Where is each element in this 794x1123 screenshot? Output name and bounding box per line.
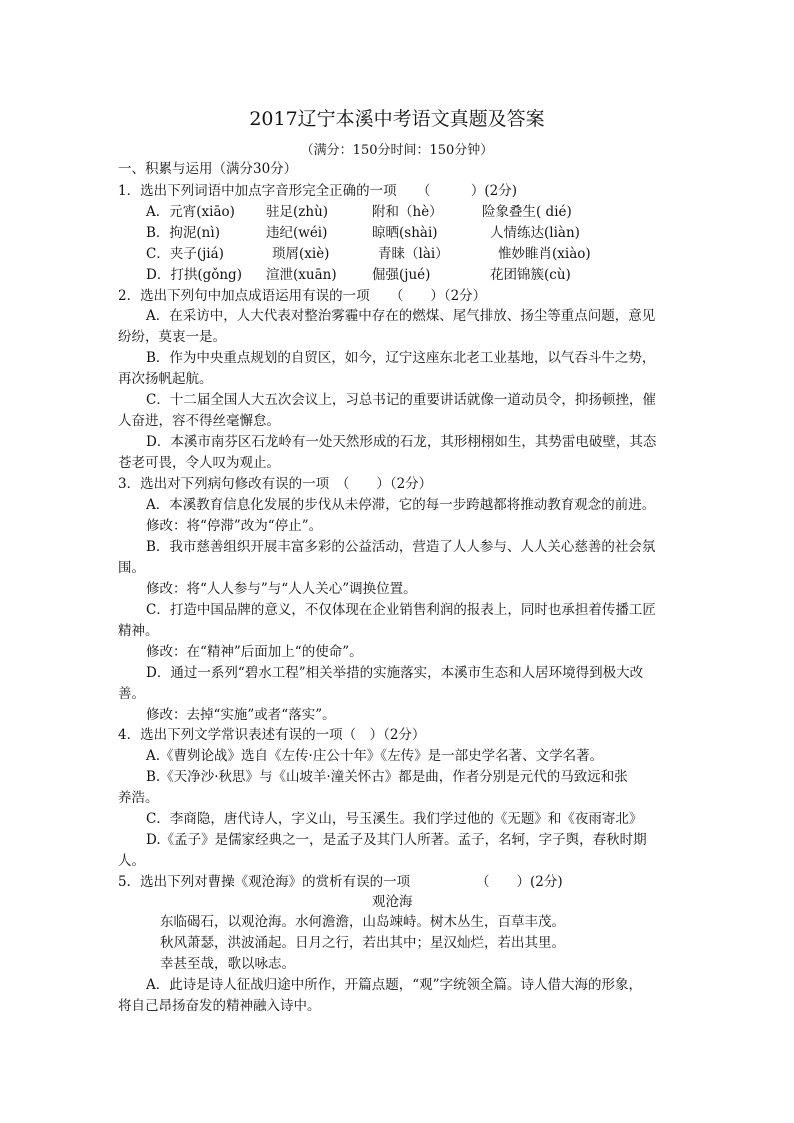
q3-line: 围。 <box>118 560 145 576</box>
poem-line: 秋风萧瑟，洪波涌起。日月之行，若出其中；星汉灿烂，若出其里。 <box>160 935 565 951</box>
q1-a-3: 附和（hè） <box>372 204 443 220</box>
question-1-stem: 1．选出下列词语中加点字音形完全正确的一项 （ ）(2分) <box>118 183 517 199</box>
q2-line: 再次扬帆起航。 <box>118 371 213 387</box>
question-4-stem: 4．选出下列文学常识表述有误的一项（ ）（2分） <box>118 727 426 743</box>
q4-line: A.《曹刿论战》选自《左传·庄公十年》《左传》是一部史学名著、文学名著。 <box>146 748 604 764</box>
q1-c-2: 琐屑(xiè) <box>272 246 330 262</box>
q4-line: B.《天净沙·秋思》与《山坡羊·潼关怀古》都是曲，作者分别是元代的马致远和张 <box>146 769 628 785</box>
q2-line: 人奋进，容不得丝毫懈怠。 <box>118 413 280 429</box>
q3-line: C．打造中国品牌的意义，不仅体现在企业销售利润的报表上，同时也承担着传播工匠 <box>146 602 656 618</box>
q4-line: C．李商隐，唐代诗人，字义山，号玉溪生。我们学过他的《无题》和《夜雨寄北》 <box>146 811 643 827</box>
page-title: 2017辽宁本溪中考语文真题及答案 <box>249 108 545 130</box>
q3-line: A．本溪教育信息化发展的步伐从未停滞，它的每一步跨越都将推动教育观念的前进。 <box>146 497 656 513</box>
q1-d-4: 花团锦簇(cù) <box>490 267 571 283</box>
exam-info: （满分：150分时间：150分钟） <box>300 143 494 158</box>
q3-line: 精神。 <box>118 623 159 639</box>
q2-line: A．在采访中，人大代表对整治雾霾中存在的燃煤、尾气排放、扬尘等重点问题，意见 <box>146 308 656 324</box>
question-5-answer-blank: （ ）(2分) <box>476 874 563 890</box>
q1-c-1: C．夹子(jiá) <box>146 246 224 262</box>
q3-line: 修改：去掉“实施”或者“落实”。 <box>146 707 336 723</box>
section-heading: 一、积累与运用（满分30分） <box>118 161 298 177</box>
q4-line: 人。 <box>118 853 145 869</box>
q2-line: C．十二届全国人大五次会议上，习总书记的重要讲话就像一道动员令，抑扬顿挫，催 <box>146 392 656 408</box>
q1-c-3: 青睐（lài） <box>378 246 449 262</box>
q1-c-4: 惟妙睢肖(xiào) <box>498 246 591 262</box>
q4-line: 养浩。 <box>118 790 159 806</box>
poem-line: 幸甚至哉，歌以咏志。 <box>160 956 295 972</box>
question-5-stem: 5．选出下列对曹操《观沧海》的赏析有误的一项 <box>118 874 411 890</box>
q1-a-2: 驻足(zhù) <box>266 204 329 220</box>
q3-line: D．通过一系列“碧水工程”相关举措的实施落实，本溪市生态和人居环境得到极大改 <box>146 665 644 681</box>
q1-d-3: 倔强(jué) <box>372 267 431 283</box>
q1-b-4: 人情练达(liàn) <box>490 225 580 241</box>
q1-d-2: 渲泄(xuān) <box>266 267 337 283</box>
poem-title: 观沧海 <box>372 894 413 910</box>
q1-a-4: 险象叠生( dié) <box>482 204 572 220</box>
q1-d-1: D．打拱(gǒng) <box>146 267 242 283</box>
q2-line: 苍老可畏，令人叹为观止。 <box>118 455 280 471</box>
q2-line: D．本溪市南芬区石龙岭有一处天然形成的石龙，其形栩栩如生，其势雷电破壁，其态 <box>146 434 657 450</box>
q5-line: A．此诗是诗人征战归途中所作，开篇点题，“观”字统领全篇。诗人借大海的形象， <box>146 977 643 993</box>
q3-line: 善。 <box>118 686 145 702</box>
q1-b-3: 晾晒(shài) <box>372 225 438 241</box>
q1-b-1: B．拘泥(nì) <box>146 225 220 241</box>
q2-line: B．作为中央重点规划的自贸区，如今，辽宁这座东北老工业基地，以气吞斗牛之势， <box>146 350 656 366</box>
question-2-stem: 2．选出下列句中加点成语运用有误的一项 （ ）（2分） <box>118 288 487 304</box>
q1-b-2: 违纪(wéi) <box>266 225 328 241</box>
q2-line: 纷纷，莫衷一是。 <box>118 329 226 345</box>
q3-line: 修改：将“人人参与”与“人人关心”调换位置。 <box>146 581 417 597</box>
q4-line: D.《孟子》是儒家经典之一，是孟子及其门人所著。孟子，名轲，字子舆，春秋时期 <box>146 832 647 848</box>
q1-a-1: A．元宵(xiāo) <box>146 204 235 220</box>
q3-line: 修改：在“精神”后面加上“的使命”。 <box>146 644 363 660</box>
q5-line: 将自己昂扬奋发的精神融入诗中。 <box>118 998 321 1014</box>
q3-line: B．我市慈善组织开展丰富多彩的公益活动，营造了人人参与、人人关心慈善的社会氛 <box>146 539 656 555</box>
poem-line: 东临碣石，以观沧海。水何澹澹，山岛竦峙。树木丛生，百草丰茂。 <box>160 914 565 930</box>
q3-line: 修改：将“停滞”改为“停止”。 <box>146 518 323 534</box>
question-3-stem: 3．选出对下列病句修改有误的一项 （ ）（2分） <box>118 476 433 492</box>
